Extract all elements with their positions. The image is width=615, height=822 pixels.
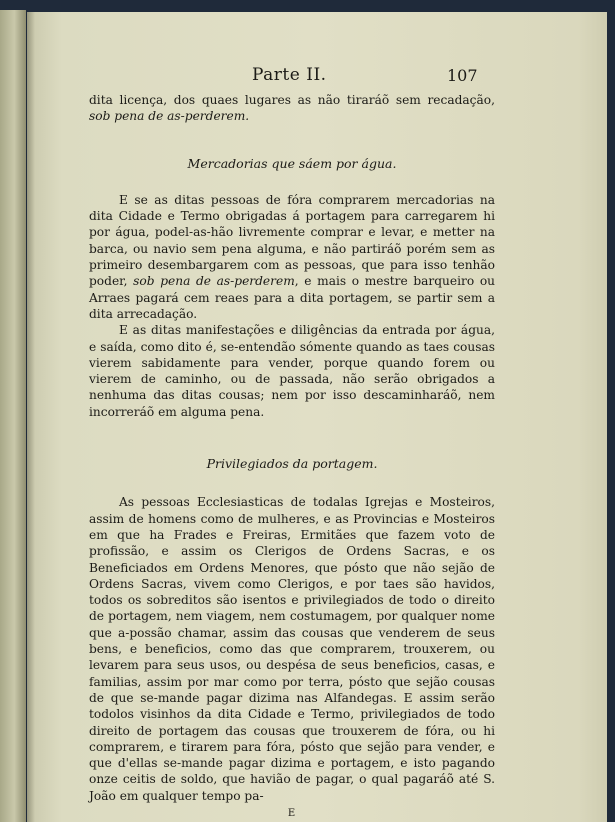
paragraph-mercadorias bbox=[89, 192, 495, 322]
paragraph-text: , e mais o mestre barqueiro ou Arraes pagará cem reaes para a dita portagem, se partir sem a dita arrecadação. bbox=[89, 274, 496, 321]
italic-phrase: sob pena de as-perderem. bbox=[89, 109, 250, 124]
paragraph-manifestacoes: E as ditas manifestações e diligências da entrada por água, e saída, como dito é, se-entendão sómente quando as taes cousas vierem sabidamente para vender, porque quando forem ou vierem de caminho, ou de passada, não serão obrigados a nenhuma das ditas cousas; nem por isso descaminharáõ, nem incorreráõ em alguma pena. bbox=[89, 323, 495, 419]
section-heading-mercadorias: Mercadorias que sáem por água. bbox=[187, 155, 397, 171]
facing-page-edge bbox=[0, 10, 26, 822]
page-number: 107 bbox=[447, 66, 478, 85]
page-title: Parte II. bbox=[252, 65, 327, 85]
paragraph-continuation bbox=[89, 92, 495, 125]
section-heading-privilegiados: Privilegiados da portagem. bbox=[206, 456, 378, 472]
running-header bbox=[27, 65, 607, 91]
paragraph-privilegiados: As pessoas Ecclesiasticas de todalas Igrejas e Mosteiros, assim de homens como de mulheres, e as Provincias e Mosteiros em que ha Frades e Freiras, Ermitães que fazem voto de profissão, e assim os Clerigos de Ordens Sacras, e os Beneficiados em Ordens Menores, que pósto que não sejão de Ordens Sacras, vivem como Clerigos, e por taes são havidos, todos os sobreditos são isentos e privilegiados de todo o direito de portagem, nem viagem, nem costumagem, por qualquer nome que a-possão chamar, assim das cousas que venderem de seus bens, e beneficios, como das que comprarem, trouxerem, ou levarem para seus usos, ou despésa de seus beneficios, casas, e familias, assim por mar como por terra, pósto que sejão cousas de que se-mande pagar dizima nas Alfandegas. E assim serão todolos visinhos da dita Cidade e Termo, privilegiados de todo direito de portagem das cousas que trouxerem de fóra, ou hi comprarem, e tirarem para fóra, pósto que sejão para vender, e que d'ellas se-mande pagar dizima e portagem, e isto pagando onze ceitis de soldo, que havião de pagar, o qual pagaráõ até S. João em qualquer tempo pa- bbox=[89, 495, 495, 803]
paragraph-text: dita licença, dos quaes lugares as não tiraráõ sem recadação, bbox=[89, 93, 495, 107]
paragraph-text: E se as ditas pessoas de fóra comprarem mercadorias na dita Cidade e Termo obrigadas á portagem para carregarem hi por água, podel-as-hão livremente comprar e levar, e metter na barca, ou navio sem pena alguma, e não partiráõ porém sem as primeiro desembargarem com as pessoas, que para isso tenhão poder, bbox=[89, 192, 495, 289]
book-page bbox=[27, 12, 607, 822]
italic-phrase: sob pena de as-perderem bbox=[133, 274, 295, 289]
gutter-shadow bbox=[27, 12, 35, 822]
page-body bbox=[89, 92, 495, 822]
signature-mark: E bbox=[287, 807, 297, 819]
